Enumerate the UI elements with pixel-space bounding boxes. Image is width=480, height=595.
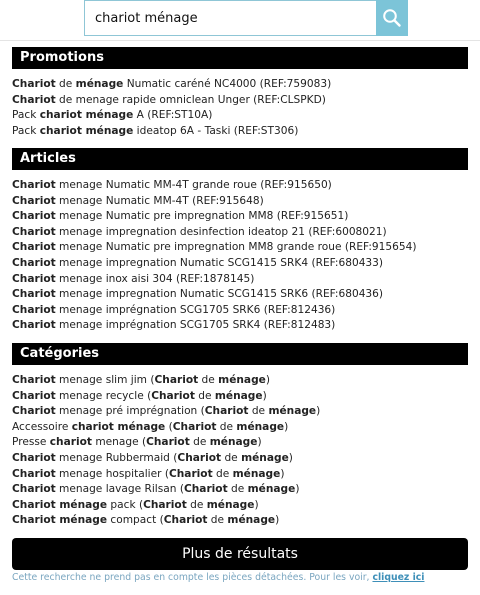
result-item[interactable] <box>12 209 468 225</box>
result-highlight: ménage <box>268 405 317 418</box>
result-text: menage pré imprégnation ( <box>55 405 205 418</box>
result-highlight: chariot <box>49 436 92 449</box>
search-bar-area <box>0 0 480 40</box>
result-item[interactable] <box>12 194 468 210</box>
articles-list <box>12 178 468 334</box>
result-highlight: Chariot <box>12 303 56 316</box>
result-text: Pack <box>12 124 40 137</box>
result-highlight: Chariot <box>151 389 195 402</box>
result-highlight: chariot ménage <box>39 109 134 122</box>
result-item[interactable] <box>12 240 468 256</box>
result-text: menage Numatic pre impregnation MM8 (REF:915651) <box>55 210 349 223</box>
result-highlight: ménage <box>206 498 255 511</box>
result-text: ideatop 6A - Taski (REF:ST306) <box>133 124 299 137</box>
result-highlight: chariot ménage <box>39 124 134 137</box>
search-results-panel <box>0 40 480 595</box>
footnote <box>12 572 472 583</box>
result-highlight: Chariot <box>12 225 56 238</box>
result-item[interactable] <box>12 389 468 405</box>
result-text: menage recycle ( <box>55 389 152 402</box>
result-text: menage impregnation Numatic SCG1415 SRK6 (REF:680436) <box>55 288 384 301</box>
result-text: menage impregnation desinfection ideatop 21 (REF:6008021) <box>55 225 387 238</box>
result-item[interactable] <box>12 256 468 272</box>
result-item[interactable] <box>12 404 468 420</box>
result-highlight: Chariot <box>168 467 213 480</box>
result-text: menage slim jim ( <box>55 374 155 386</box>
result-highlight: Chariot <box>143 498 187 511</box>
result-text: de menage rapide omniclean Unger (REF:CLSPKD) <box>55 93 326 106</box>
result-text: de <box>207 514 228 527</box>
result-highlight: Chariot <box>12 179 56 191</box>
result-text: menage Numatic MM-4T grande roue (REF:915650) <box>55 179 332 191</box>
result-item[interactable] <box>12 435 468 451</box>
result-item[interactable] <box>12 272 468 288</box>
result-text: de <box>55 78 76 90</box>
result-text: menage Numatic pre impregnation MM8 grande roue (REF:915654) <box>55 241 417 254</box>
result-item[interactable] <box>12 451 468 467</box>
result-text: Numatic caréné NC4000 (REF:759083) <box>123 78 332 90</box>
result-highlight: Chariot <box>204 405 249 418</box>
result-text: ) <box>275 514 280 527</box>
result-highlight: ménage <box>236 420 285 433</box>
result-highlight: Chariot <box>12 194 56 207</box>
result-text: A (REF:ST10A) <box>133 109 213 122</box>
result-text: menage imprégnation SCG1705 SRK4 (REF:812483) <box>55 319 336 332</box>
result-text: de <box>198 374 219 386</box>
result-highlight: Chariot ménage <box>12 498 108 511</box>
result-highlight: ménage <box>209 436 258 449</box>
result-text: menage Rubbermaid ( <box>55 451 178 464</box>
result-text: menage Numatic MM-4T (REF:915648) <box>55 194 264 207</box>
result-highlight: chariot ménage <box>71 420 166 433</box>
result-highlight: ménage <box>241 451 289 464</box>
result-text: de <box>194 389 215 402</box>
result-text: de <box>248 405 269 418</box>
result-item[interactable] <box>12 93 468 109</box>
result-highlight: Chariot ménage <box>12 514 108 527</box>
result-highlight: Chariot <box>177 451 222 464</box>
result-highlight: Chariot <box>12 451 56 464</box>
result-text: compact ( <box>107 514 164 527</box>
result-item[interactable] <box>12 513 468 529</box>
result-text: menage inox aisi 304 (REF:1878145) <box>55 272 255 285</box>
result-text: Accessoire <box>12 420 72 433</box>
search-input[interactable] <box>84 0 376 36</box>
result-text: menage hospitalier ( <box>55 467 169 480</box>
result-text: ) <box>295 483 300 496</box>
section-title-articles: Articles <box>12 148 468 170</box>
result-text: ) <box>257 436 262 449</box>
result-text: menage impregnation Numatic SCG1415 SRK4 (REF:680433) <box>55 256 384 269</box>
result-item[interactable] <box>12 77 468 93</box>
result-highlight: Chariot <box>12 256 56 269</box>
result-highlight: Chariot <box>12 374 56 386</box>
result-item[interactable] <box>12 318 468 334</box>
result-item[interactable] <box>12 108 468 124</box>
result-highlight: Chariot <box>12 272 56 285</box>
result-highlight: Chariot <box>163 514 208 527</box>
result-highlight: Chariot <box>12 288 56 301</box>
promotions-list <box>12 77 468 139</box>
result-text: menage ( <box>91 436 147 449</box>
result-text: ) <box>288 451 293 464</box>
result-item[interactable] <box>12 420 468 436</box>
search-box <box>84 0 408 36</box>
result-text: de <box>212 467 233 480</box>
result-text: menage lavage Rilsan ( <box>55 483 184 496</box>
result-highlight: Chariot <box>12 210 56 223</box>
result-text: de <box>227 483 248 496</box>
search-button[interactable] <box>376 0 408 36</box>
result-text: pack ( <box>107 498 144 511</box>
result-text: de <box>186 498 207 511</box>
result-item[interactable] <box>12 178 468 194</box>
result-text: ) <box>265 374 270 386</box>
result-highlight: ménage <box>75 78 124 90</box>
result-highlight: Chariot <box>12 78 56 90</box>
result-text: de <box>189 436 210 449</box>
result-highlight: Chariot <box>183 483 228 496</box>
result-text: ( <box>165 420 173 433</box>
result-text: de <box>216 420 237 433</box>
result-item[interactable] <box>12 498 468 514</box>
result-highlight: Chariot <box>12 241 56 254</box>
result-text: menage imprégnation SCG1705 SRK6 (REF:812436) <box>55 303 336 316</box>
result-text: Pack <box>12 109 40 122</box>
result-highlight: Chariot <box>12 93 56 106</box>
result-text: Presse <box>12 436 50 449</box>
result-text: de <box>221 451 242 464</box>
search-icon <box>382 8 402 28</box>
result-item[interactable] <box>12 287 468 303</box>
result-highlight: Chariot <box>12 319 56 332</box>
result-item[interactable] <box>12 467 468 483</box>
result-highlight: Chariot <box>12 389 56 402</box>
result-text: ) <box>284 420 289 433</box>
click-here-link[interactable]: cliquez ici <box>372 572 425 583</box>
result-text: ) <box>254 498 259 511</box>
result-item[interactable] <box>12 303 468 319</box>
result-item[interactable] <box>12 225 468 241</box>
result-highlight: Chariot <box>146 436 190 449</box>
footnote-text: Cette recherche ne prend pas en compte les pièces détachées. Pour les voir, <box>12 572 373 583</box>
section-title-promotions: Promotions <box>12 47 468 69</box>
result-highlight: Chariot <box>12 467 56 480</box>
result-text: ) <box>316 405 321 418</box>
result-item[interactable] <box>12 482 468 498</box>
result-highlight: ménage <box>218 374 266 386</box>
result-highlight: Chariot <box>154 374 199 386</box>
result-highlight: Chariot <box>172 420 217 433</box>
section-title-categories: Catégories <box>12 343 468 365</box>
result-item[interactable] <box>12 373 468 389</box>
result-item[interactable] <box>12 124 468 140</box>
result-text: ) <box>262 389 267 402</box>
result-highlight: Chariot <box>12 483 56 496</box>
categories-list <box>12 373 468 529</box>
result-highlight: Chariot <box>12 405 56 418</box>
result-text: ) <box>280 467 285 480</box>
result-highlight: ménage <box>232 467 281 480</box>
result-highlight: ménage <box>247 483 296 496</box>
more-results-button[interactable]: Plus de résultats <box>12 538 468 570</box>
result-highlight: ménage <box>214 389 263 402</box>
result-highlight: ménage <box>227 514 276 527</box>
